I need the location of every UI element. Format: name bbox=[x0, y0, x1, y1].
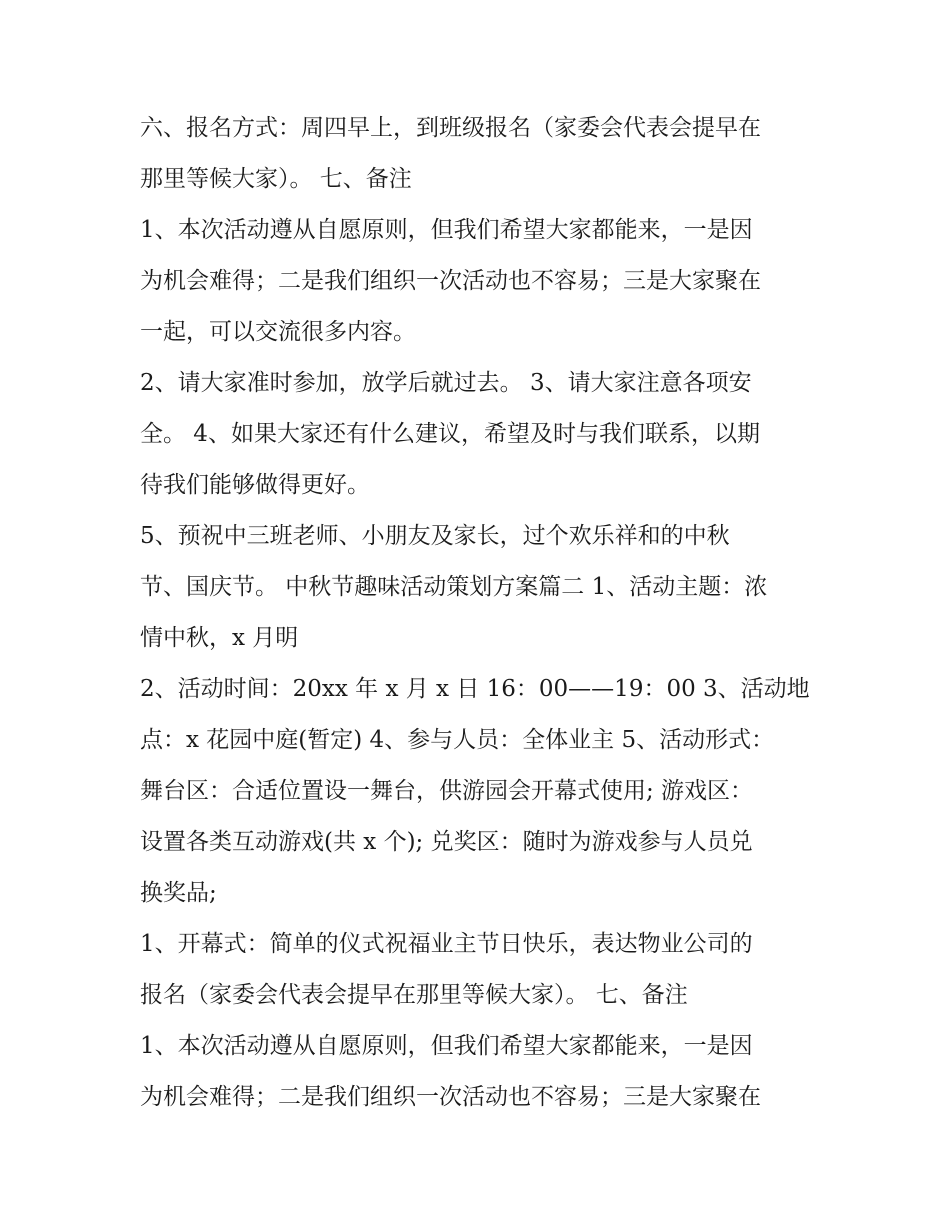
text-line: 设置各类互动游戏(共 x 个); 兑奖区：随时为游戏参与人员兑 bbox=[140, 829, 753, 855]
text-line: 为机会难得；二是我们组织一次活动也不容易；三是大家聚在 bbox=[140, 1084, 761, 1110]
text-line: 六、报名方式：周四早上，到班级报名（家委会代表会提早在 bbox=[140, 115, 761, 141]
text-line: 2、请大家准时参加，放学后就过去。 3、请大家注意各项安 bbox=[140, 370, 752, 396]
text-line: 全。 4、如果大家还有什么建议，希望及时与我们联系，以期 bbox=[140, 421, 760, 447]
text-line: 1、开幕式：简单的仪式祝福业主节日快乐，表达物业公司的 bbox=[140, 931, 753, 957]
text-line: 待我们能够做得更好。 bbox=[140, 472, 370, 498]
text-line: 报名（家委会代表会提早在那里等候大家）。 七、备注 bbox=[140, 982, 688, 1008]
text-line: 2、活动时间：20xx 年 x 月 x 日 16：00——19：00 3、活动地 bbox=[140, 676, 810, 702]
text-line: 一起，可以交流很多内容。 bbox=[140, 319, 416, 345]
text-line: 换奖品; bbox=[140, 880, 217, 906]
text-line: 5、预祝中三班老师、小朋友及家长，过个欢乐祥和的中秋 bbox=[140, 523, 730, 549]
text-line: 1、本次活动遵从自愿原则，但我们希望大家都能来，一是因 bbox=[140, 217, 753, 243]
text-line: 情中秋，x 月明 bbox=[140, 625, 299, 651]
text-line: 那里等候大家）。 七、备注 bbox=[140, 166, 412, 192]
text-line: 节、国庆节。 中秋节趣味活动策划方案篇二 1、活动主题：浓 bbox=[140, 574, 768, 600]
text-line: 点：x 花园中庭(暂定) 4、参与人员：全体业主 5、活动形式： bbox=[140, 727, 775, 753]
text-line: 为机会难得；二是我们组织一次活动也不容易；三是大家聚在 bbox=[140, 268, 761, 294]
document-body bbox=[140, 103, 820, 1123]
text-line: 舞台区：合适位置设一舞台，供游园会开幕式使用; 游戏区： bbox=[140, 778, 754, 804]
text-line: 1、本次活动遵从自愿原则，但我们希望大家都能来，一是因 bbox=[140, 1033, 753, 1059]
